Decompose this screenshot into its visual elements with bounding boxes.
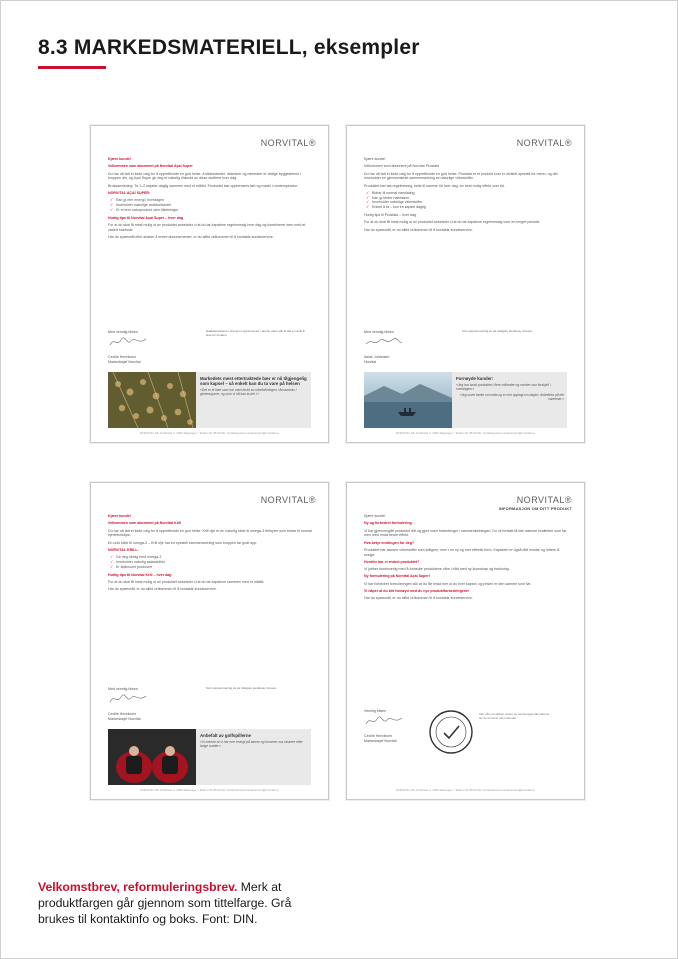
letter-body — [108, 157, 312, 242]
letter-welcome-acai — [90, 125, 329, 443]
letter-paragraph: For at du skal få mest mulig ut av produktet anbefaler vi at du tar kapslene regelmessig over en lengre periode. — [364, 220, 541, 225]
signature-scribble — [364, 715, 404, 727]
signer-name: Cecilie Henriksen — [364, 734, 392, 738]
letter-body — [108, 514, 312, 594]
ps-note: Nøkkelpunktene i brevet er oppsummert i denne ruten slik at det er raskt å lese for kunden. — [206, 329, 305, 337]
figure-caption — [38, 879, 298, 927]
signer-role: Markedssjef Norvital — [364, 738, 397, 743]
benefit-item: ✓ Inneholder naturlige virkestoffer — [364, 200, 568, 205]
caption-highlight: Velkomstbrev, reformuleringsbrev. — [38, 880, 238, 894]
box-quote: «Vi merker at vi har mer energi på banen og kommer oss raskere etter lange runder.» — [200, 740, 303, 749]
caption-text: Merk at produktfargen går gjennom som tittelfarge. Grå brukes til kontaktinfo og boks. Font: DIN. — [38, 880, 292, 926]
letter-headline: Velkommen som abonnent på Norvital Krill — [108, 521, 182, 526]
regards-text: Med vennlig hilsen — [108, 687, 138, 691]
letter-paragraph: Bruksanvisning: Ta 1–2 kapsler daglig sammen med et måltid. Produktet bør oppbevares tørt og mørkt i romtemperatur. — [108, 183, 298, 188]
signer-role: Markedssjef Norvital — [108, 716, 141, 721]
title-underline — [38, 66, 106, 69]
letter-greeting: Kjære kunde! — [108, 514, 131, 518]
testimonial-box — [108, 729, 311, 785]
regards-text: Med vennlig hilsen — [108, 330, 138, 334]
letter-subhead: Hurtig tips til Norvital Krill – hver dag — [108, 572, 172, 577]
letter-paragraph: Vi har forbedret formuleringen slik at du får enda mer ut av hver kapsel, og prisen er den samme som før. — [364, 581, 532, 586]
ps-note: Kort oppsummering av de viktigste punktene i brevet. — [462, 329, 533, 333]
letter-subhead: Hurtig tips til Prostata – hver dag — [364, 213, 417, 218]
testimonial-box — [364, 372, 567, 428]
box-title: Markedets mest ettertraktede bær er nå tilgjengelig som kapsel – så enkelt kan du ta vare på helsen — [200, 376, 307, 386]
signature-scribble — [108, 693, 148, 705]
letter-product-label: NORVITAL KRILL: — [108, 547, 139, 552]
letter-paragraph: Du har nå tatt et klokt valg for å opprettholde en god helse. Antioksidanter, vitaminer og mineraler er viktige byggesteiner i kroppen din, og Açaí Super gir deg et naturlig tilskudd av disse stoffene hver dag. — [108, 171, 302, 181]
signature-scribble — [364, 336, 404, 348]
signature-block — [108, 330, 308, 370]
letter-footer: NORVITAL AS, Postboks 4, 4033 Stavanger • Telefon 51 85 00 00 • Kundeservice kundeservice@norvital.no — [140, 431, 279, 435]
letter-welcome-krill — [90, 482, 329, 800]
box-quote: «Jeg sover bedre om natta og er mer opplagt om dagen. Anbefales på det varmeste.» — [459, 393, 564, 402]
ps-note: Kort oppsummering av de viktigste punktene i brevet. — [206, 686, 277, 690]
signer-name: Cecilie Henriksen — [108, 355, 136, 359]
page-title: 8.3 MARKEDSMATERIELL, eksempler — [38, 36, 420, 59]
letter-subhead: Hurtig tips til Norvital Açaí Super – hver dag — [108, 215, 184, 220]
benefit-item: ✓ Kan gi mer energi i hverdagen — [108, 198, 312, 203]
letter-headline: Velkommen som abonnent på Norvital Açaí Super — [108, 164, 193, 169]
letter-question: Hva betyr endringen for deg? — [364, 540, 415, 545]
letter-body — [364, 514, 568, 604]
letter-paragraph: For at du skal få mest mulig ut av produktet anbefaler vi at du tar kapslene sammen med et måltid. — [108, 579, 265, 584]
benefit-item: ✓ Enkelt å ta – kun én kapsel daglig — [364, 205, 568, 210]
quality-seal-icon — [428, 709, 474, 755]
letter-greeting: Kjære kunde! — [108, 157, 131, 161]
letter-paragraph: For at du skal få mest mulig ut av produktet anbefaler vi at du tar kapslene regelmessig hver dag og kombinerer dem med et variert kosthold. — [108, 222, 306, 232]
box-title: Fornøyde kunder: — [456, 376, 494, 381]
box-quote: «Jeg har brukt produktet i flere måneder og merker stor forskjell i hverdagen.» — [456, 383, 551, 392]
letter-paragraph: Vi jobber kontinuerlig med å forbedre produktene våre i tråd med ny kunnskap og forskning. — [364, 567, 510, 572]
signature-block — [108, 687, 308, 727]
letter-greeting: Kjære kunde! — [364, 157, 386, 161]
letter-tagline: INFORMASJON OM DITT PRODUKT — [498, 506, 572, 511]
letter-paragraph: En unik kilde til omega-3 – Krill olje har en spesiell sammensetning som kroppen tar godt opp. — [108, 540, 258, 545]
benefit-item: ✓ Gir deg rikelig med omega-3 — [108, 555, 312, 560]
benefit-item: ✓ Er et rent naturprodukt uten tilsetninger — [108, 208, 312, 213]
norvital-logo: NORVITAL® — [260, 138, 316, 148]
letter-question: Hvorfor har vi endret produktet? — [364, 559, 420, 564]
signature-scribble — [108, 336, 148, 348]
letter-question: Ny formulering på Norvital Açaí Super! — [364, 574, 430, 579]
testimonial-box — [108, 372, 311, 428]
regards-text: Vennlig hilsen — [364, 709, 387, 713]
letter-paragraph: Produktet har samme virkestoffer som tidligere, men i en ny og mer effektiv form. Kapselen er også blitt mindre og lettere å svelge. — [364, 547, 560, 557]
letter-paragraph: Har du spørsmål, er du alltid velkommen til å kontakte kundeservice. — [364, 227, 473, 232]
letter-welcome-prostata — [346, 125, 585, 443]
letter-paragraph: Du har nå tatt et klokt valg for å opprettholde en god helse. Krill olje er en naturlig kilde til omega-3 fettsyrer som bidrar til normal hjertefunksjon. — [108, 528, 312, 538]
lake-boat-photo — [364, 372, 452, 428]
signature-block — [364, 330, 564, 370]
letter-subhead: Vi håper at du blir fornøyd med de nye produktforbedringene! — [364, 589, 470, 594]
benefit-item: ✓ Inneholder naturlige antioksidanter — [108, 203, 312, 208]
box-quote: «Det er et bær som har vært brukt av urbefolkningen i Amazonas i generasjoner, og som vi nå kan ta del i.» — [200, 388, 297, 397]
benefit-item: ✓ Kan gi bedre nattesøvn — [364, 196, 568, 201]
letter-product-label: NORVITAL AÇAÍ SUPER: — [108, 190, 151, 195]
letter-footer: NORVITAL AS, Postboks 4, 4033 Stavanger • Telefon 51 85 00 00 • Kundeservice kundeservice@norvital.no — [396, 431, 535, 435]
box-text — [200, 376, 308, 398]
letter-paragraph: Produktet bør tas regelmessig, helst til samme tid hver dag, for best mulig effekt over tid. — [364, 183, 505, 188]
signer-name: Cecilie Henriksen — [108, 712, 136, 716]
letter-paragraph: Har du spørsmål eller ønsker å endre abonnementet, er du alltid velkommen til å kontakte kundeservice. — [108, 234, 274, 239]
letter-headline: Ny og forbedret formulering — [364, 521, 412, 526]
letter-body — [364, 157, 568, 235]
letter-paragraph: Har du spørsmål, er du alltid velkommen til å kontakte kundeservice. — [364, 596, 473, 601]
signer-role: Markedssjef Norvital — [108, 359, 141, 364]
norvital-logo: NORVITAL® — [260, 495, 316, 505]
letter-footer: NORVITAL AS, Postboks 4, 4033 Stavanger • Telefon 51 85 00 00 • Kundeservice kundeservice@norvital.no — [396, 788, 535, 792]
letter-paragraph: Har du spørsmål, er du alltid velkommen til å kontakte kundeservice. — [108, 587, 217, 592]
box-text — [200, 733, 308, 750]
benefit-item: ✓ Bidrar til normal vannlating — [364, 191, 568, 196]
benefit-item: ✓ Inneholder naturlig astaxanthin — [108, 560, 312, 565]
letter-paragraph: Du har nå tatt et klokt valg for å opprettholde en god helse. Prostata er et produkt som er utviklet spesielt for menn, og det inneholder en gjennomtenkt sammensetning av naturlige virkestoffer. — [364, 171, 558, 181]
golfers-photo — [108, 729, 196, 785]
norvital-logo: NORVITAL® — [516, 138, 572, 148]
box-title: Anbefalt av golfspillerne — [200, 733, 251, 738]
benefit-item: ✓ Er skånsomt produsert — [108, 565, 312, 570]
norvital-logo: NORVITAL® — [516, 495, 572, 505]
signer-name: Aslak Johansen — [364, 355, 390, 359]
letter-paragraph: Vi har gjennomgått produktet ditt og gjort noen forbedringer i sammensetningen. Du vil fortsatt få den samme kvaliteten som før, men med enda bedre effekt. — [364, 528, 568, 538]
regards-text: Med vennlig hilsen — [364, 330, 394, 334]
seal-note: Alle våre produkter testes av uavhengige laboratorier før de kommer på markedet. — [479, 712, 550, 720]
acai-berries-photo — [108, 372, 196, 428]
letter-footer: NORVITAL AS, Postboks 4, 4033 Stavanger • Telefon 51 85 00 00 • Kundeservice kundeservice@norvital.no — [140, 788, 279, 792]
box-text — [456, 376, 564, 401]
signer-role: Norvital — [364, 359, 377, 364]
letter-headline: Velkommen som abonnent på Norvital Prostata — [364, 164, 440, 169]
letter-reformulation — [346, 482, 585, 800]
letter-greeting: Kjære kunde! — [364, 514, 386, 518]
